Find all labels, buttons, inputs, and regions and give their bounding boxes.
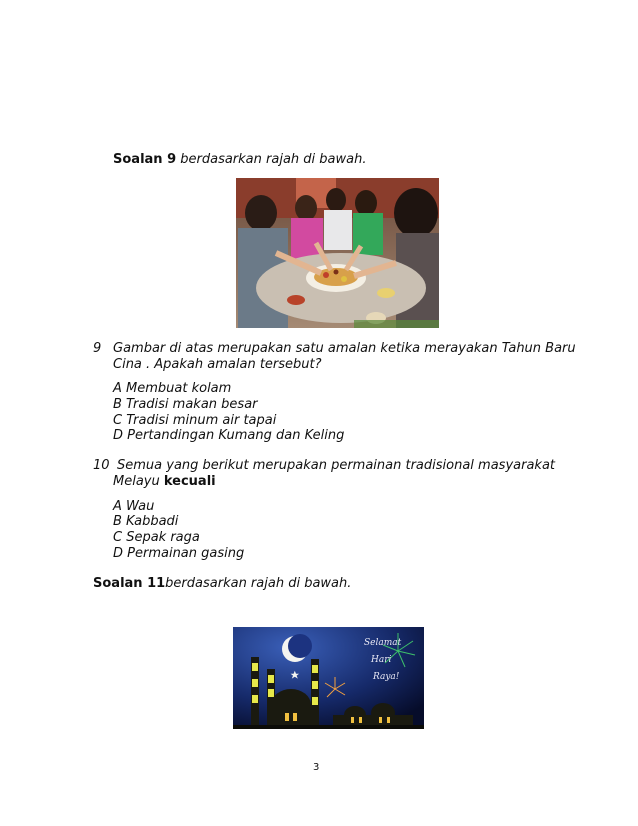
question-9-option-b: B Tradisi makan besar (113, 397, 258, 412)
page-number: 3 (313, 762, 320, 773)
question-10-option-a: A Wau (113, 499, 155, 514)
hari-raya-illustration (233, 627, 424, 729)
question-9-option-a: A Membuat kolam (113, 381, 232, 396)
question-10-text-line-2-start: Melayu (113, 474, 164, 489)
question-9-text-line-1: Gambar di atas merupakan satu amalan ketika merayakan Tahun Baru (113, 341, 576, 356)
greeting-selamat: Selamat (364, 638, 402, 648)
soalan-11-label: Soalan 11 (93, 576, 166, 591)
question-9-option-c: C Tradisi minum air tapai (113, 413, 277, 428)
soalan-9-intro (113, 152, 366, 168)
hari-raya-card-image (233, 627, 424, 729)
question-9-option-d: D Pertandingan Kumang dan Keling (113, 428, 345, 443)
question-9-number: 9 (93, 341, 102, 356)
question-10-option-c: C Sepak raga (113, 530, 200, 545)
soalan-11-instruction: berdasarkan rajah di bawah. (165, 576, 352, 591)
greeting-raya: Raya! (373, 672, 400, 682)
family-dinner-photo (236, 178, 439, 328)
question-10-text-line-1: Semua yang berikut merupakan permainan tradisional masyarakat (117, 458, 556, 473)
question-10-text-line-2 (113, 474, 216, 490)
question-10-number: 10 (93, 458, 110, 473)
greeting-hari: Hari (371, 655, 392, 665)
question-10-option-b: B Kabbadi (113, 514, 179, 529)
soalan-9-instruction: berdasarkan rajah di bawah. (176, 152, 367, 167)
soalan-9-label: Soalan 9 (113, 152, 177, 167)
question-9-text-line-2: Cina . Apakah amalan tersebut? (113, 357, 322, 372)
family-dinner-illustration (236, 178, 439, 328)
question-10-keyword: kecuali (163, 474, 216, 489)
soalan-11-intro (93, 576, 351, 592)
question-10-option-d: D Permainan gasing (113, 546, 245, 561)
